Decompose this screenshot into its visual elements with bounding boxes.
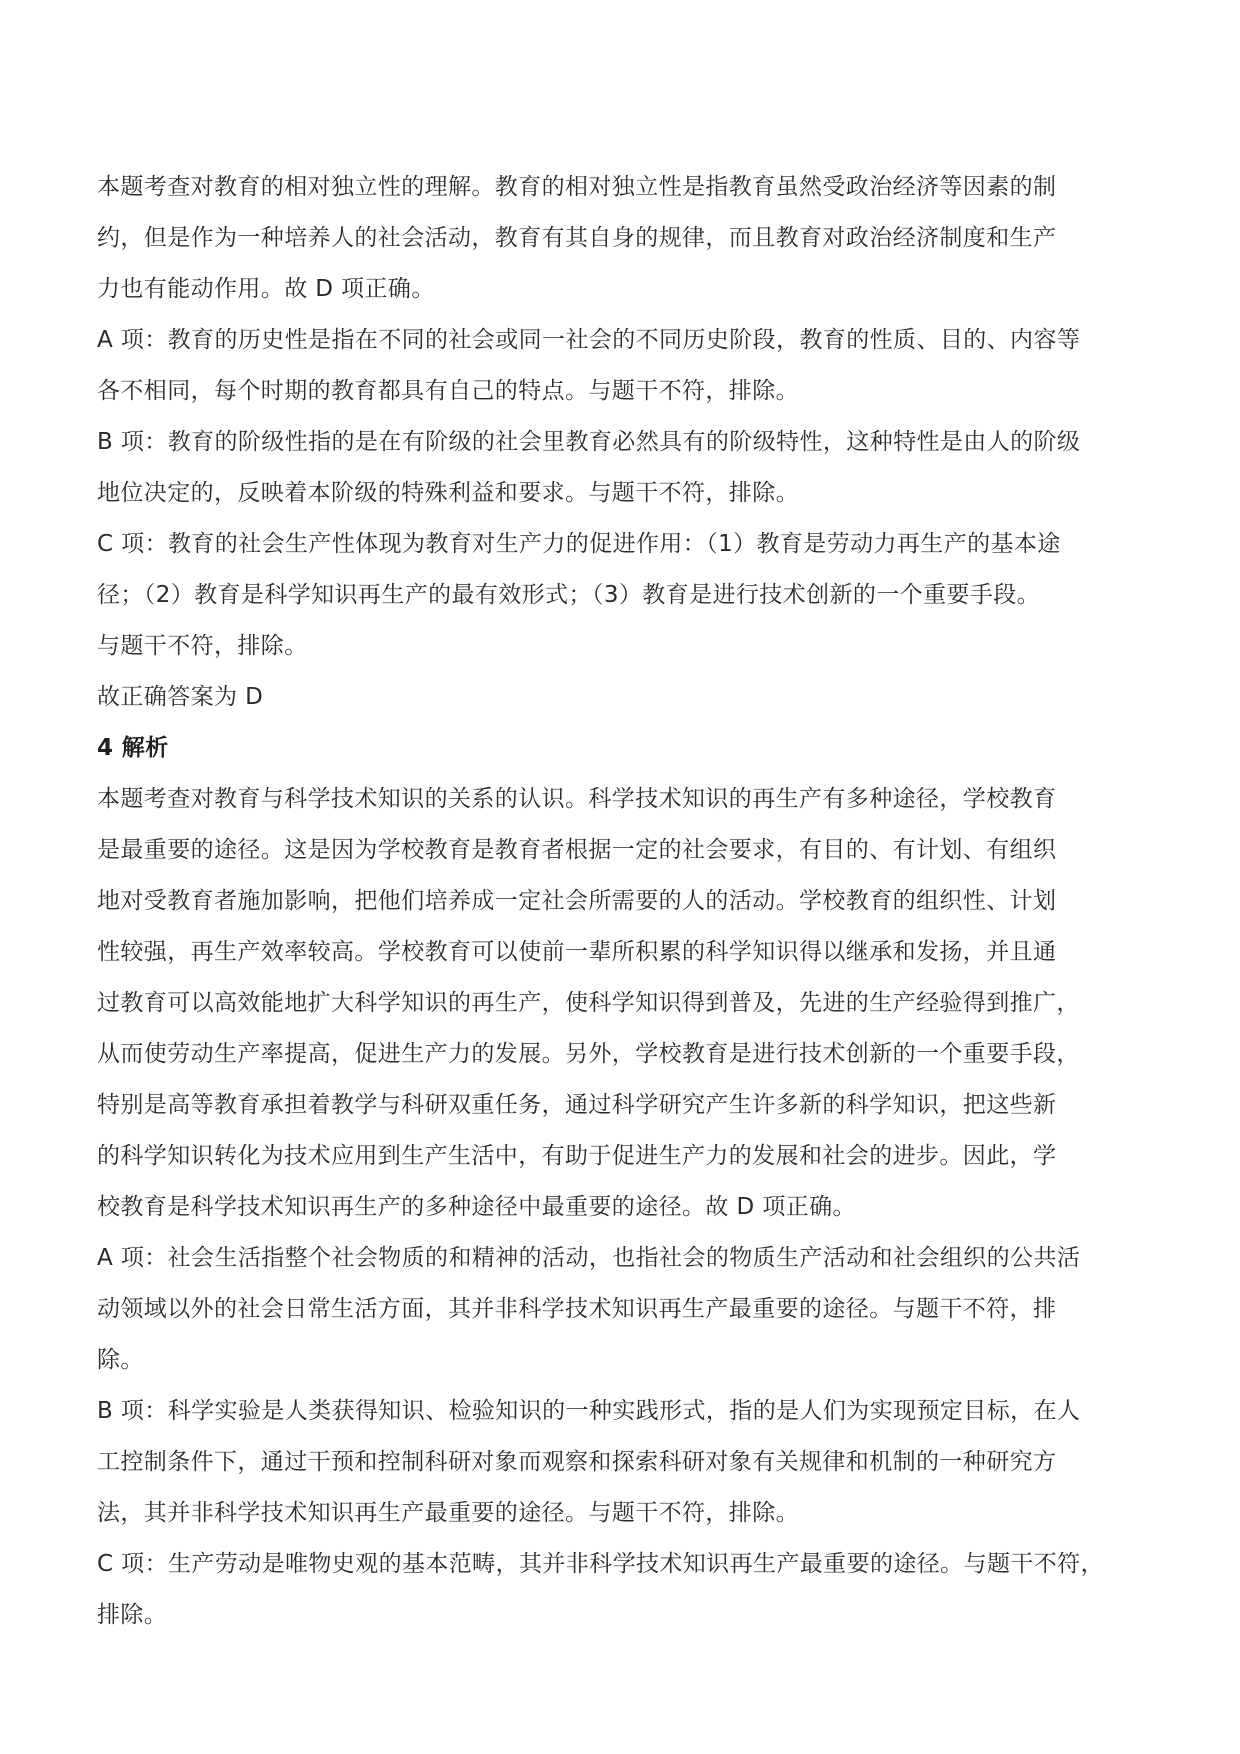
heading-text: 4 解析 (97, 735, 169, 761)
paragraph-option-c (97, 519, 1177, 672)
text-line: 与题干不符，排除。 (97, 633, 308, 659)
text-line: B 项：科学实验是人类获得知识、检验知识的一种实践形式，指的是人们为实现预定目标，在人 (97, 1398, 1081, 1424)
text-line: 性较强，再生产效率较高。学校教育可以使前一辈所积累的科学知识得以继承和发扬，并且通 (97, 939, 1057, 965)
paragraph (97, 774, 1177, 1233)
document-body (97, 162, 1177, 1641)
text-line: 动领域以外的社会日常生活方面，其并非科学技术知识再生产最重要的途径。与题干不符，排 (97, 1296, 1057, 1322)
text-line: 约，但是作为一种培养人的社会活动，教育有其自身的规律，而且教育对政治经济制度和生产 (97, 225, 1057, 251)
text-line: 从而使劳动生产率提高，促进生产力的发展。另外，学校教育是进行技术创新的一个重要手段， (97, 1041, 1080, 1067)
text-line: 地位决定的，反映着本阶级的特殊利益和要求。与题干不符，排除。 (97, 480, 799, 506)
text-line: C 项：生产劳动是唯物史观的基本范畴，其并非科学技术知识再生产最重要的途径。与题干不符， (97, 1551, 1104, 1577)
text-line: 各不相同，每个时期的教育都具有自己的特点。与题干不符，排除。 (97, 378, 799, 404)
text-line: 过教育可以高效能地扩大科学知识的再生产，使科学知识得到普及，先进的生产经验得到推广， (97, 990, 1080, 1016)
text-line: A 项：社会生活指整个社会物质的和精神的活动，也指社会的物质生产活动和社会组织的公共活 (97, 1245, 1081, 1271)
answer-line: 故正确答案为 D (97, 684, 264, 710)
paragraph-option-c (97, 1539, 1177, 1641)
text-line: 力也有能动作用。故 D 项正确。 (97, 276, 435, 302)
text-line: 的科学知识转化为技术应用到生产生活中，有助于促进生产力的发展和社会的进步。因此，学 (97, 1143, 1057, 1169)
paragraph-option-a (97, 315, 1177, 417)
section-heading (97, 723, 1177, 774)
paragraph-answer (97, 672, 1177, 723)
text-line: 径；（2）教育是科学知识再生产的最有效形式；（3）教育是进行技术创新的一个重要手段。 (97, 582, 1041, 608)
text-line: 校教育是科学技术知识再生产的多种途径中最重要的途径。故 D 项正确。 (97, 1194, 856, 1220)
text-line: A 项：教育的历史性是指在不同的社会或同一社会的不同历史阶段，教育的性质、目的、内容等 (97, 327, 1081, 353)
text-line: 排除。 (97, 1602, 168, 1628)
text-line: 本题考查对教育与科学技术知识的关系的认识。科学技术知识的再生产有多种途径，学校教育 (97, 786, 1057, 812)
text-line: 工控制条件下，通过干预和控制科研对象而观察和探索科研对象有关规律和机制的一种研究方 (97, 1449, 1057, 1475)
text-line: C 项：教育的社会生产性体现为教育对生产力的促进作用：（1）教育是劳动力再生产的基本途 (97, 531, 1061, 557)
text-line: B 项：教育的阶级性指的是在有阶级的社会里教育必然具有的阶级特性，这种特性是由人的阶级 (97, 429, 1081, 455)
paragraph-option-b (97, 417, 1177, 519)
paragraph-option-b (97, 1386, 1177, 1539)
paragraph-option-a (97, 1233, 1177, 1386)
text-line: 法，其并非科学技术知识再生产最重要的途径。与题干不符，排除。 (97, 1500, 799, 1526)
text-line: 是最重要的途径。这是因为学校教育是教育者根据一定的社会要求，有目的、有计划、有组织 (97, 837, 1057, 863)
text-line: 本题考查对教育的相对独立性的理解。教育的相对独立性是指教育虽然受政治经济等因素的制 (97, 174, 1057, 200)
paragraph (97, 162, 1177, 315)
text-line: 地对受教育者施加影响，把他们培养成一定社会所需要的人的活动。学校教育的组织性、计划 (97, 888, 1057, 914)
text-line: 特别是高等教育承担着教学与科研双重任务，通过科学研究产生许多新的科学知识，把这些新 (97, 1092, 1057, 1118)
text-line: 除。 (97, 1347, 144, 1373)
